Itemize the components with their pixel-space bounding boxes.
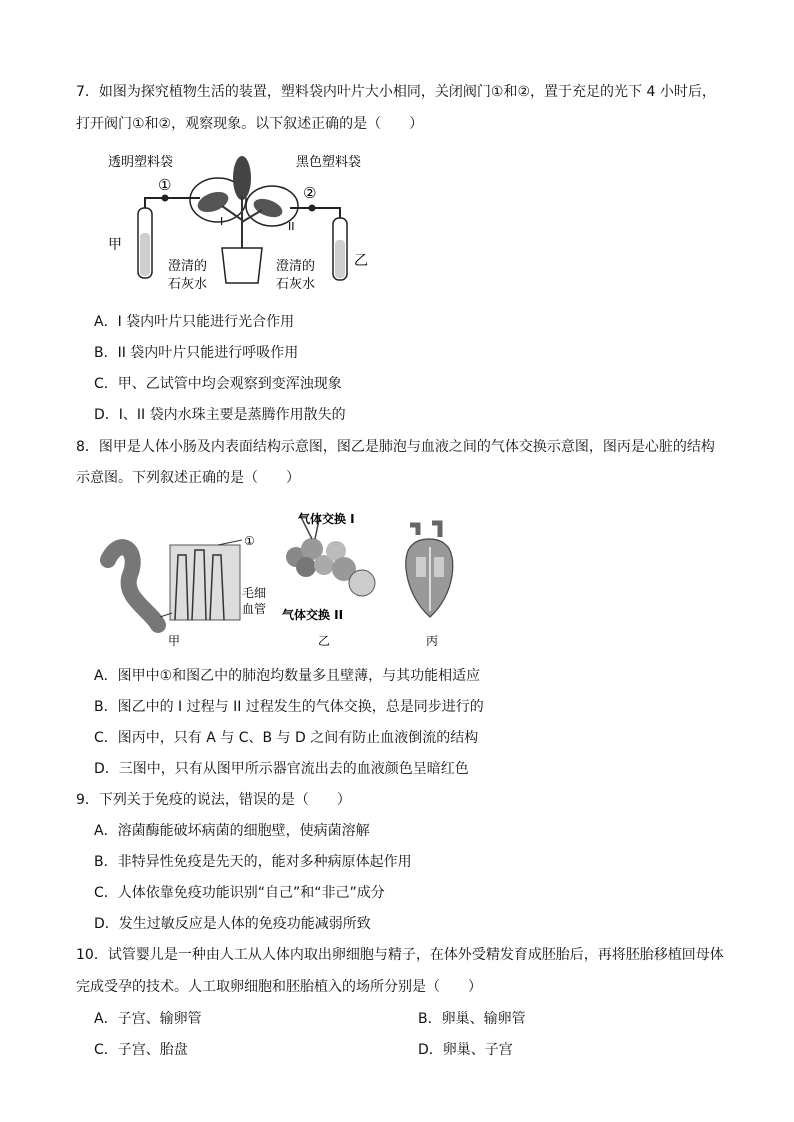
valve-2-dot xyxy=(309,205,316,212)
leaf-in-bag-II xyxy=(251,195,285,220)
q8-option-d: D．三图中，只有从图甲所示器官流出去的血液颜色呈暗红色 xyxy=(94,761,469,777)
q9-stem: 9．下列关于免疫的说法，错误的是（ ） xyxy=(76,792,351,808)
q7-stem-line-1: 7．如图为探究植物生活的装置，塑料袋内叶片大小相同，关闭阀门①和②，置于充足的光下 4 小时后， xyxy=(76,84,716,100)
valve-1-dot xyxy=(162,195,169,202)
marker-1-label: ① xyxy=(244,534,255,548)
q7-plant-apparatus-figure xyxy=(100,148,380,298)
tube-jia-label: 甲 xyxy=(108,237,122,253)
caption-yi: 乙 xyxy=(318,634,331,648)
q10-option-d: D．卵巢、子宫 xyxy=(418,1042,513,1058)
q7-option-d: D．I、II 袋内水珠主要是蒸腾作用散失的 xyxy=(94,407,346,423)
tube-yi-label: 乙 xyxy=(354,253,368,269)
q8-option-a: A．图甲中①和图乙中的肺泡均数量多且壁薄，与其功能相适应 xyxy=(94,668,481,684)
gas-exchange-II-label: 气体交换 II xyxy=(282,608,344,622)
capillary-label-line-1: 毛细 xyxy=(242,586,267,600)
leaf-in-bag-I xyxy=(195,188,231,216)
q9-option-b: B．非特异性免疫是先天的，能对多种病原体起作用 xyxy=(94,854,412,870)
caption-bing: 丙 xyxy=(426,634,439,648)
bag-I-label: I xyxy=(220,215,224,228)
q10-option-c: C．子宫、胎盘 xyxy=(94,1042,188,1058)
q8-organ-figure xyxy=(100,505,460,650)
q8-stem-line-1: 8．图甲是人体小肠及内表面结构示意图，图乙是肺泡与血液之间的气体交换示意图，图丙是心脏的结构 xyxy=(76,439,715,455)
limewater-right-line-2: 石灰水 xyxy=(276,277,316,292)
q7-option-b: B．II 袋内叶片只能进行呼吸作用 xyxy=(94,345,299,361)
small-intestine xyxy=(108,547,158,625)
label-clear-bag: 透明塑料袋 xyxy=(108,155,174,170)
capillary-label-line-2: 血管 xyxy=(242,602,267,616)
q8-option-c: C．图丙中，只有 A 与 C、B 与 D 之间有防止血液倒流的结构 xyxy=(94,730,479,746)
q10-option-b: B．卵巢、输卵管 xyxy=(418,1011,526,1027)
q10-option-a: A．子宫、输卵管 xyxy=(94,1011,202,1027)
q7-option-c: C．甲、乙试管中均会观察到变浑浊现象 xyxy=(94,376,342,392)
limewater-right-line-1: 澄清的 xyxy=(276,259,316,274)
valve-1-label: ① xyxy=(158,176,172,194)
q7-option-a: A．I 袋内叶片只能进行光合作用 xyxy=(94,314,295,330)
caption-jia: 甲 xyxy=(168,634,181,648)
q9-option-a: A．溶菌酶能破坏病菌的细胞壁，使病菌溶解 xyxy=(94,823,370,839)
q9-option-c: C．人体依靠免疫功能识别“自己”和“非己”成分 xyxy=(94,885,385,901)
top-leaf xyxy=(233,156,251,200)
limewater-left-line-1: 澄清的 xyxy=(168,259,208,274)
bag-II-label: II xyxy=(288,220,295,233)
gas-exchange-I-label: 气体交换 I xyxy=(298,512,355,526)
q7-stem-line-2: 打开阀门①和②，观察现象。以下叙述正确的是（ ） xyxy=(76,116,424,132)
limewater-left-line-2: 石灰水 xyxy=(168,277,208,292)
flower-pot xyxy=(222,248,262,283)
q10-stem-line-2: 完成受孕的技术。人工取卵细胞和胚胎植入的场所分别是（ ） xyxy=(76,979,482,995)
q9-option-d: D．发生过敏反应是人体的免疫功能减弱所致 xyxy=(94,916,371,932)
q8-stem-line-2: 示意图。下列叙述正确的是（ ） xyxy=(76,470,300,486)
valve-2-label: ② xyxy=(303,184,317,202)
label-black-bag: 黑色塑料袋 xyxy=(296,155,362,170)
q8-option-b: B．图乙中的 I 过程与 II 过程发生的气体交换，总是同步进行的 xyxy=(94,699,484,715)
q10-stem-line-1: 10．试管婴儿是一种由人工从人体内取出卵细胞与精子，在体外受精发育成胚胎后，再将胚胎移植回母体 xyxy=(76,947,724,963)
